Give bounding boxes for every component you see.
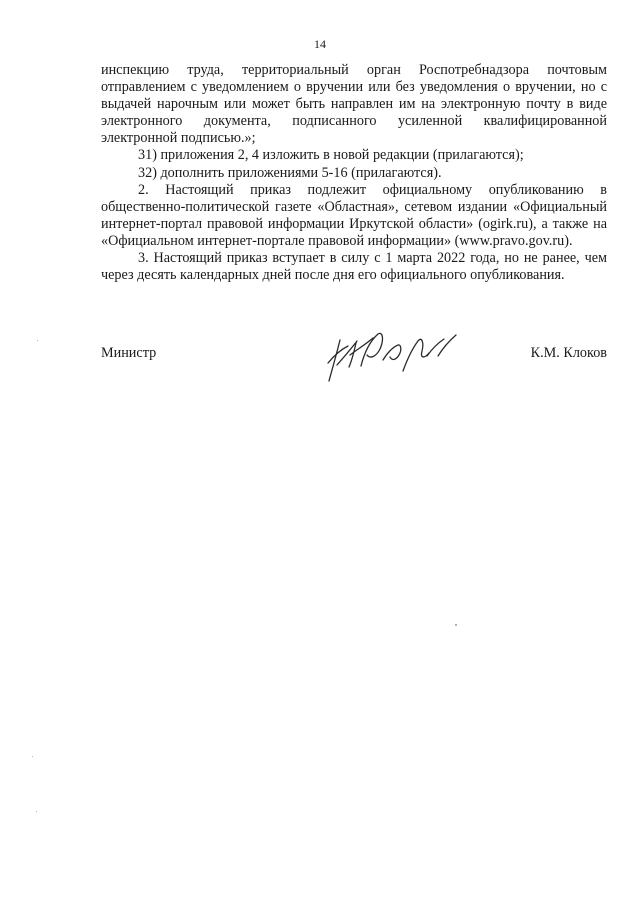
scan-speck: [32, 756, 33, 757]
paragraph-item-31: 31) приложения 2, 4 изложить в новой редакции (прилагаются);: [138, 147, 524, 164]
paragraph-continuation: инспекцию труда, территориальный орган Роспотребнадзора почтовым отправлением с уведомлением о вручении или без уведомления о вручении, но с выдачей нарочным или может быть направлен им на электронную почту в виде электронного документа, подписанного усиленной квалифицированной электронной подписью.»;: [101, 62, 607, 147]
handwritten-signature-icon: [323, 326, 463, 384]
scan-speck: [36, 811, 37, 812]
signature-block: [101, 326, 607, 386]
page-number: 14: [314, 37, 326, 51]
paragraph-publication: 2. Настоящий приказ подлежит официальному опубликованию в общественно-политической газете «Областная», сетевом издании «Официальный интернет-портал правовой информации Иркутской области» (ogirk.ru), а также на «Официальном интернет-портале правовой информации» (www.pravo.gov.ru).: [101, 181, 607, 249]
scan-speck: [455, 624, 457, 626]
scan-speck: [37, 340, 38, 341]
paragraph-effective-date: 3. Настоящий приказ вступает в силу с 1 марта 2022 года, но не ранее, чем через десять календарных дней после дня его официального опубликования.: [101, 250, 607, 284]
signatory-title: Министр: [101, 345, 157, 361]
document-body: [101, 62, 607, 284]
signatory-name: К.М. Клоков: [530, 345, 607, 361]
paragraph-item-32: 32) дополнить приложениями 5-16 (прилагаются).: [138, 164, 442, 181]
